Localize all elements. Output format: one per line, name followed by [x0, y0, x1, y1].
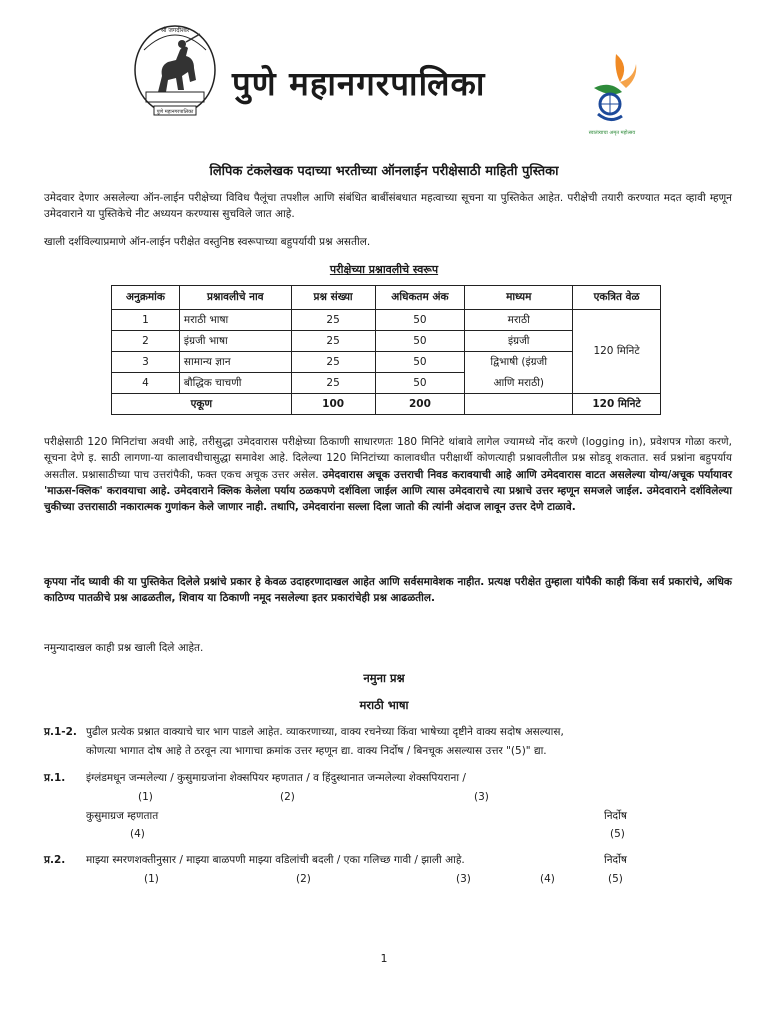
question-label-1: प्र.1. — [44, 772, 66, 784]
logo-caption-bottom: पुणे महानगरपालिका — [156, 109, 194, 115]
question-2-text: माझ्या स्मरणशक्तीनुसार / माझ्या बाळपणी माझ्या वडिलांची बदली / एका गलिच्छ गावी / झाली आहे. — [86, 854, 465, 866]
question-1-continuation: कुसुमाग्रज म्हणतात — [86, 810, 159, 822]
question-label-1-2: प्र.1-2. — [44, 726, 77, 738]
question-1-marker-4: (4) — [130, 828, 145, 840]
cell-total-marks: 200 — [375, 394, 465, 415]
cell-medium: द्विभाषी (इंग्रजी — [465, 352, 573, 373]
intro-paragraph-1: उमेदवार देणार असलेल्या ऑन-लाईन परीक्षेच्या विविध पैलूंचा तपशील आणि संबंधित बाबींसंबधात महत्वाच्या सूचना या पुस्तिकेत आहेत. परीक्षेची तयारी करण्यात मदत व्हावी म्हणून उमेदवाराने या पुस्तिकेचे नीट अध्ययन करण्यास सुचविले जात आहे. — [44, 192, 732, 221]
cell-medium: इंग्रजी — [465, 331, 573, 352]
cell-marks: 50 — [375, 352, 465, 373]
cell-name: इंग्रजी भाषा — [179, 331, 291, 352]
instructions-paragraph — [44, 434, 732, 515]
table-header-row — [112, 286, 661, 310]
sample-intro-line: नमुन्यादाखल काही प्रश्न खाली दिले आहेत. — [44, 642, 204, 654]
question-2-marker-3: (3) — [456, 873, 471, 885]
sample-questions-heading: नमुना प्रश्न — [363, 671, 405, 685]
col-header-medium: माध्यम — [465, 286, 573, 310]
table-title: परीक्षेच्या प्रश्नावलीचे स्वरूप — [329, 263, 439, 276]
question-1-marker-1: (1) — [138, 791, 153, 803]
question-instruction-line-1: पुढील प्रत्येक प्रश्नात वाक्याचे चार भाग पाडले आहेत. व्याकरणाच्या, वाक्य रचनेच्या किंवा भाषेच्या दृष्टीने वाक्य सदोष असल्यास, — [86, 726, 564, 738]
question-label-2: प्र.2. — [44, 854, 66, 866]
logo-caption-top: श्री जगदीश्वर — [160, 27, 190, 34]
cell-name: बौद्धिक चाचणी — [179, 373, 291, 394]
table-total-row — [112, 394, 661, 415]
cell-count: 25 — [291, 352, 375, 373]
question-1-text: इंग्लंडमधून जन्मलेल्या / कुसुमाग्रजांना शेक्सपियर म्हणतात / व हिंदुस्थानात जन्मलेल्या शेक्सपियराना / — [86, 772, 466, 784]
col-header-name: प्रश्नावलीचे नाव — [179, 286, 291, 310]
page-number: 1 — [380, 952, 388, 965]
question-1-nirdosh: निर्दोष — [604, 810, 627, 822]
question-2-marker-4: (4) — [540, 873, 555, 885]
question-instruction-line-2: कोणत्या भागात दोष आहे ते ठरवून त्या भागाचा क्रमांक उत्तर म्हणून द्या. वाक्य निर्दोष / बिनचूक असल्यास उत्तर "(5)" द्या. — [86, 745, 547, 757]
question-2-marker-5: (5) — [608, 873, 623, 885]
question-1-marker-5: (5) — [610, 828, 625, 840]
cell-marks: 50 — [375, 331, 465, 352]
logo-right-caption: स्वातंत्र्याचा अमृत महोत्सव — [588, 130, 636, 136]
question-1-marker-3: (3) — [474, 791, 489, 803]
cell-medium: आणि मराठी) — [465, 373, 573, 394]
cell-total-medium — [465, 394, 573, 415]
question-1-marker-2: (2) — [280, 791, 295, 803]
col-header-count: प्रश्न संख्या — [291, 286, 375, 310]
cell-count: 25 — [291, 373, 375, 394]
intro-paragraph-2: खाली दर्शविल्याप्रमाणे ऑन-लाईन परीक्षेत वस्तुनिष्ठ स्वरूपाच्या बहुपर्यायी प्रश्न असतील. — [44, 236, 371, 248]
cell-marks: 50 — [375, 373, 465, 394]
document-heading: लिपिक टंकलेखक पदाच्या भरतीच्या ऑनलाईन परीक्षेसाठी माहिती पुस्तिका — [209, 164, 559, 179]
page-header — [0, 0, 768, 150]
cell-marks: 50 — [375, 310, 465, 331]
cell-total-label — [112, 394, 292, 415]
question-2-marker-2: (2) — [296, 873, 311, 885]
cell-count: 25 — [291, 331, 375, 352]
instructions-bold-text: उमेदवारास अचूक उत्तराची निवड करावयाची आहे आणि उमेदवारास वाटत असलेल्या योग्य/अचूक पर्यायावर 'माऊस-क्लिक' करावयाचा आहे. उमेदवाराने क्लिक केलेला पर्याय ठळकपणे दर्शविला जाईल आणि त्यास उमेदवाराचे त्या प्रश्नाचे उत्तर म्हणून समजले जाईल. उमेदवाराने दर्शविलेल्या चुकीच्या उत्तरासाठी नकारात्मक गुणांकन केले जाणार नाही. तथापि, उमेदवारांना सल्ला दिला जातो की त्यांनी अंदाज लावून उत्तर देणे टाळावे. — [44, 468, 733, 514]
cell-serial: 2 — [112, 331, 180, 352]
instructions-text: परीक्षेसाठी 120 मिनिटांचा अवधी आहे, तरीसुद्धा उमेदवारास परीक्षेच्या ठिकाणी साधारणतः 180 मिनिटे थांबावे लागेल ज्यामध्ये नोंद करणे (logging in), प्रवेशपत्र गोळा करणे, सूचना देणे इ. साठी लागणा-या कालावधीचासुद्धा समावेश आहे. दिलेल्या 120 मिनिटांच्या कालावधीत परीक्षार्थी कोणत्याही प्रश्नावलीतील प्रश्न सोडवू शकतात. सर्व प्रश्नांना बहुपर्याय असतील. प्रश्नासाठीच्या पाच उत्तरांपैकी, फक्त एकच अचूक उत्तर असेल. — [44, 436, 732, 481]
col-header-serial: अनुक्रमांक — [112, 286, 180, 310]
cell-total-time: 120 मिनिटे — [573, 394, 661, 415]
table-row — [112, 310, 661, 331]
page-title: पुणे महानगरपालिका — [232, 64, 486, 103]
question-format-table — [111, 285, 661, 415]
cell-count: 25 — [291, 310, 375, 331]
marathi-language-heading: मराठी भाषा — [359, 698, 409, 712]
amrit-mahotsav-logo — [576, 48, 648, 138]
pmc-emblem-logo — [130, 20, 220, 128]
question-2-nirdosh: निर्दोष — [604, 854, 627, 866]
question-2-marker-1: (1) — [144, 873, 159, 885]
col-header-time: एकत्रित वेळ — [573, 286, 661, 310]
col-header-marks: अधिकतम अंक — [375, 286, 465, 310]
cell-serial: 3 — [112, 352, 180, 373]
cell-name: सामान्य ज्ञान — [179, 352, 291, 373]
cell-name: मराठी भाषा — [179, 310, 291, 331]
cell-medium: मराठी — [465, 310, 573, 331]
note-paragraph: कृपया नोंद घ्यावी की या पुस्तिकेत दिलेले प्रश्नांचे प्रकार हे केवळ उदाहरणादाखल आहेत आणि सर्वसमावेशक नाहीत. प्रत्यक्ष परीक्षेत तुम्हाला यांपैकी काही किंवा सर्व प्रकारांचे, अधिक काठिण्य पातळीचे प्रश्न आढळतील, शिवाय या ठिकाणी नमूद नसलेल्या इतर प्रकारांचेही प्रश्न आढळतील. — [44, 576, 732, 605]
cell-serial: 4 — [112, 373, 180, 394]
cell-total-count: 100 — [291, 394, 375, 415]
total-label: एकूण — [190, 397, 213, 410]
cell-serial: 1 — [112, 310, 180, 331]
cell-time: 120 मिनिटे — [573, 310, 661, 394]
